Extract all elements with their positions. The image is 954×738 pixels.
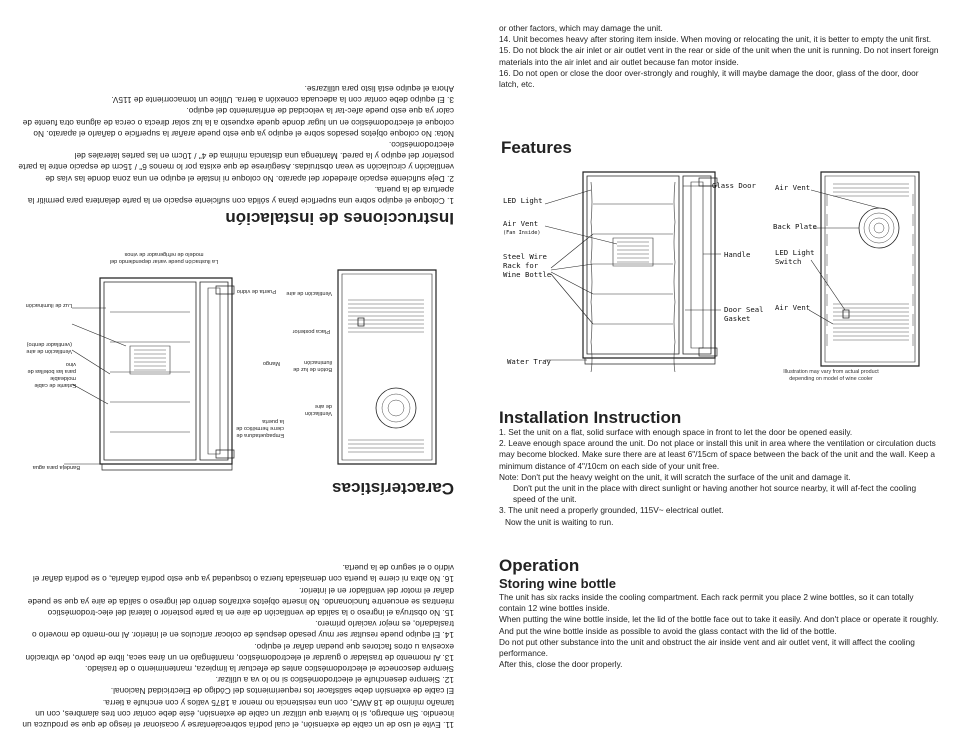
features-heading: Features: [501, 138, 572, 157]
label-led-light: LED Light: [503, 196, 543, 205]
label-ventilacion-aire: Ventilación de aire: [286, 290, 332, 296]
label-ventilacion: Ventilación de aire: [304, 403, 332, 416]
storing-text: The unit has six racks inside the cooling compartment. Each rack permit you place 2 wine bottles, so it can totally contain 12 wine bottles inside.: [499, 592, 914, 614]
install-step-es: Ahora el equipo está listo para utilizarse.: [304, 83, 454, 94]
safety-item-es: 16. No abra ni cierre la puerta con demasiada fuerza o tosquedad ya que esto podría dañarla, o se podría dañar el vidrio o el seguro de la puerta.: [32, 563, 454, 585]
install-step: 1. Set the unit on a flat, solid surface with enough space in front to let the door be opened easily.: [499, 427, 853, 437]
installation-steps: [499, 427, 939, 528]
storing-text: When putting the wine bottle inside, let the lid of the bottle face out to take it easily. And don't place or operate it roughly. And put the wine bottle inside as possible to avoid the glass contact with the lid of the bottle.: [499, 614, 939, 636]
storing-text: After this, close the door properly.: [499, 659, 623, 670]
install-note: Note: Don't put the heavy weight on the unit, it will scratch the surface of the unit and damage it.: [499, 471, 851, 482]
install-step-es: 2. Deje suficiente espacio alrededor del aparato. No coloque ni instale el equipo en una zona donde las vías de ventilación y circulación se vean obstruidas. Asegúrese de que exista por lo menos 6" / 15cm de espacio entre la parte posterior del equipo y la pared. Mantenga una distancia mínima de 4" / 10cm en las partes laterales del electrodoméstico.: [18, 139, 454, 184]
safety-item-es: Siempre desconecte el electrodoméstico antes de efectuar la limpieza, mantenimiento o de traslado.: [85, 663, 454, 674]
label-led-switch: LED Light: [775, 248, 815, 257]
spanish-page-rotated: [0, 0, 470, 738]
safety-item-es: El cable de extensión debe satisfacer los requerimientos del Código de Electricidad Nacional.: [110, 686, 454, 697]
install-step-es: 1. Coloque el equipo sobre una superficie plana y sólida con suficiente espacio en la parte delantera para permitir la apertura de la puerta.: [27, 184, 454, 206]
spanish-caption: La ilustración puede variar dependiendo del modelo de refrigerador de vinos: [109, 251, 219, 264]
operation-heading: Operation: [499, 556, 580, 575]
spanish-safety-list: [14, 562, 454, 730]
safety-item: 16. Do not open or close the door over-strongly and roughly, it will maybe damage the door, glass of the door, door latch, etc.: [499, 67, 919, 90]
instalacion-heading: Instrucciones de instalación: [225, 209, 454, 228]
label-rear-air-vent-2: Air Vent: [775, 303, 811, 312]
label-water-tray: Water Tray: [507, 357, 551, 366]
safety-item: 14. Unit becomes heavy after storing item inside. When moving or relocating the unit, it is better to empty the unit first.: [499, 34, 932, 45]
wine-cooler-illustration: [499, 164, 939, 394]
safety-item-es: 11. Evite el uso de un cable de extensión, el cual podría sobrecalentarse y ocasionar el riesgo de que se produzca un incendio. Sin embargo, si lo tuviera que utilizar un cable de extensión, éste debe contar con tres alambres, con un tamaño mínimo de 18 AWG, con una resistencia no menor a 1875 vatios y con enchufe a tierra.: [22, 697, 454, 730]
label-ventilacion-ventilador: Ventilación de aire (ventilador dentro): [26, 341, 72, 354]
storing-paragraphs: [499, 592, 939, 670]
label-mango: Mango: [262, 360, 280, 366]
features-diagram: [499, 164, 939, 394]
spanish-features-diagram: [16, 242, 456, 474]
label-gasket: Gasket: [724, 314, 751, 323]
label-bandeja: Bandeja para agua: [32, 464, 80, 470]
installation-heading: Installation Instruction: [499, 408, 682, 427]
label-luz: Luz de iluminación: [25, 302, 72, 308]
label-estante: Estante de cable moldeable para las botellas de vino: [27, 361, 76, 388]
storing-heading: Storing wine bottle: [499, 576, 616, 591]
safety-item-es: 15. No obstruya el ingreso o la salida de ventilación de aire en la parte posterior o lateral del elec-trodoméstico mientras se encuentre funcionando. No inserte objetos extraños dentro del ingreso o salida de aire ya que se puede dañar el motor del ventilador en el interior.: [27, 585, 454, 618]
spanish-install-steps: [14, 83, 454, 206]
label-placa: Placa posterior: [292, 328, 330, 334]
label-door-seal: Door Seal: [724, 305, 764, 314]
label-rear-air-vent: Air Vent: [775, 183, 811, 192]
install-step: Now the unit is waiting to run.: [505, 516, 614, 527]
safety-item-es: 13. Al momento de trasladar o guardar el electrodoméstico, manténgalo en un área seca, libre de polvo, de vibración excesiva u otros factores que puedan dañar el equipo.: [25, 641, 454, 663]
label-boton: Botón de luz de iluminación: [293, 359, 332, 372]
label-empaque: Empaquetadura de cierre hermético de la puerta: [236, 418, 284, 438]
label-fan-inside: (Fan Inside): [503, 230, 541, 236]
safety-item-es: 12. Siempre desenchufe el electrodoméstico si no lo va a utilizar.: [215, 675, 454, 686]
install-note-es: Nota: No coloque objetos pesados sobre el equipo ya que esto puede arañar la superficie o dañarlo el aparato. No coloque el electrodoméstico en un lugar donde quede expuesto a la luz solar directa o cerca de alguna otra fuente de calor ya que esto puede afec-tar la velocidad de enfriamiento del equipo.: [22, 106, 454, 139]
safety-item-es: 14. El equipo puede resultar ser muy pesado después de colocar artículos en el interior. Al mo-mento de moverlo o trasladarlo, es mejor vaciarlo primero.: [32, 619, 454, 641]
label-handle: Handle: [724, 250, 751, 259]
caracteristicas-heading: Características: [332, 479, 454, 498]
label-rack-for: Rack for: [503, 261, 539, 270]
label-back-plate: Back Plate: [773, 222, 817, 231]
label-air-vent: Air Vent: [503, 219, 539, 228]
safety-item: 15. Do not block the air inlet or air outlet vent in the rear or side of the unit when the unit is running. Do not insert foreign materials into the air inlet and air outlet because fan motor inside.: [499, 45, 939, 67]
install-step-es: 3. El equipo debe contar con la adecuada conexión a tierra. Utilice un tomacorriente de 115V.: [111, 95, 454, 106]
wine-cooler-illustration-es: [16, 242, 456, 474]
label-glass-door: Glass Door: [712, 181, 756, 190]
install-note: Don't put the unit in the place with direct sunlight or having another hot source nearby, it will af-fect the cooling speed of the unit.: [513, 483, 917, 505]
safety-item: or other factors, which may damage the unit.: [499, 23, 663, 33]
install-step: 2. Leave enough space around the unit. Do not place or install this unit in area where the ventilation or circulation ducts may become blocked. Make sure there are at least 6"/15cm of space between the back of the unit and the wall. Keep a minimum distance of 4"/10cm on each side of your unit free.: [499, 438, 936, 471]
label-steel-wire: Steel Wire: [503, 252, 547, 261]
diagram-caption: Illustration may vary from actual product depending on model of wine cooler: [783, 369, 879, 382]
install-step: 3. The unit need a properly grounded, 115V~ electrical outlet.: [499, 505, 724, 516]
label-wine-bottle: Wine Bottle: [503, 270, 552, 279]
continued-safety-list: [499, 23, 939, 90]
storing-text: Do not put other substance into the unit and obstruct the air inside vent and air outlet vent, it will affect the cooling performance.: [499, 636, 915, 659]
label-led-switch-2: Switch: [775, 257, 802, 266]
label-puerta-vidrio: Puerta de vidrio: [236, 288, 276, 294]
